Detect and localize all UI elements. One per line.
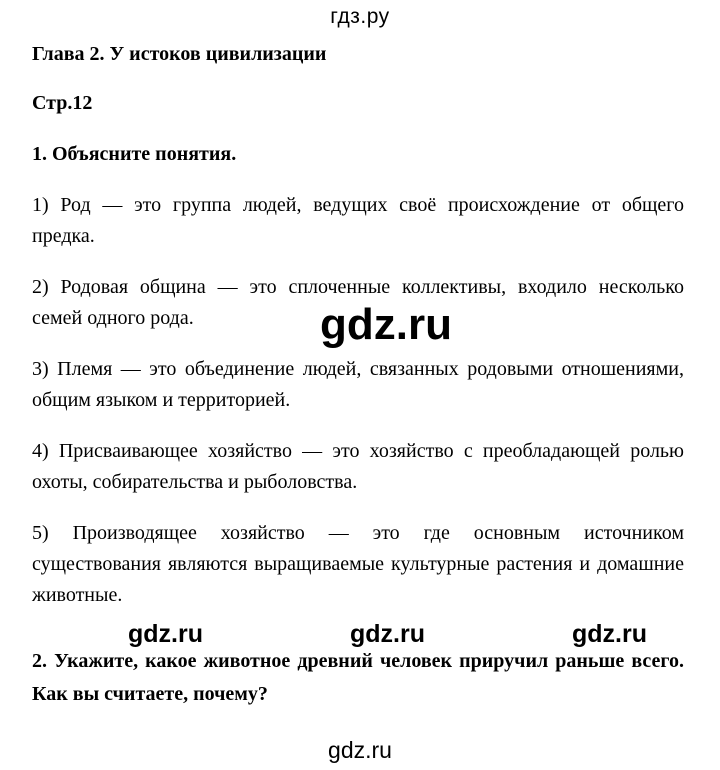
watermark-large: gdz.ru bbox=[320, 300, 452, 349]
definition-item: 5) Производящее хозяйство — это где основным источником существования являются выращиваемые культурные растения и домашние животные. bbox=[32, 522, 684, 606]
definition-item: 3) Племя — это объединение людей, связанных родовыми отношениями, общим языком и территорией. bbox=[32, 358, 684, 411]
question-2-heading: 2. Укажите, какое животное древний человек приручил раньше всего. Как вы считаете, почему? bbox=[32, 650, 684, 705]
chapter-title: Глава 2. У истоков цивилизации bbox=[32, 43, 327, 65]
watermark-bottom: gdz.ru bbox=[328, 737, 392, 763]
definition-item: 2) Родовая община — это сплоченные коллективы, входило несколько семей одного рода. bbox=[32, 276, 684, 329]
page-reference: Стр.12 bbox=[32, 92, 93, 114]
watermark-row-left: gdz.ru bbox=[128, 620, 203, 648]
watermark-row-right: gdz.ru bbox=[572, 620, 647, 648]
definition-item: 4) Присваивающее хозяйство — это хозяйство с преобладающей ролью охоты, собирательства и рыболовства. bbox=[32, 440, 684, 493]
question-1-heading: 1. Объясните понятия. bbox=[32, 143, 237, 165]
definition-item: 1) Род — это группа людей, ведущих своё происхождение от общего предка. bbox=[32, 194, 684, 247]
site-header: гдз.ру bbox=[330, 5, 390, 28]
watermark-row-center: gdz.ru bbox=[350, 620, 425, 648]
